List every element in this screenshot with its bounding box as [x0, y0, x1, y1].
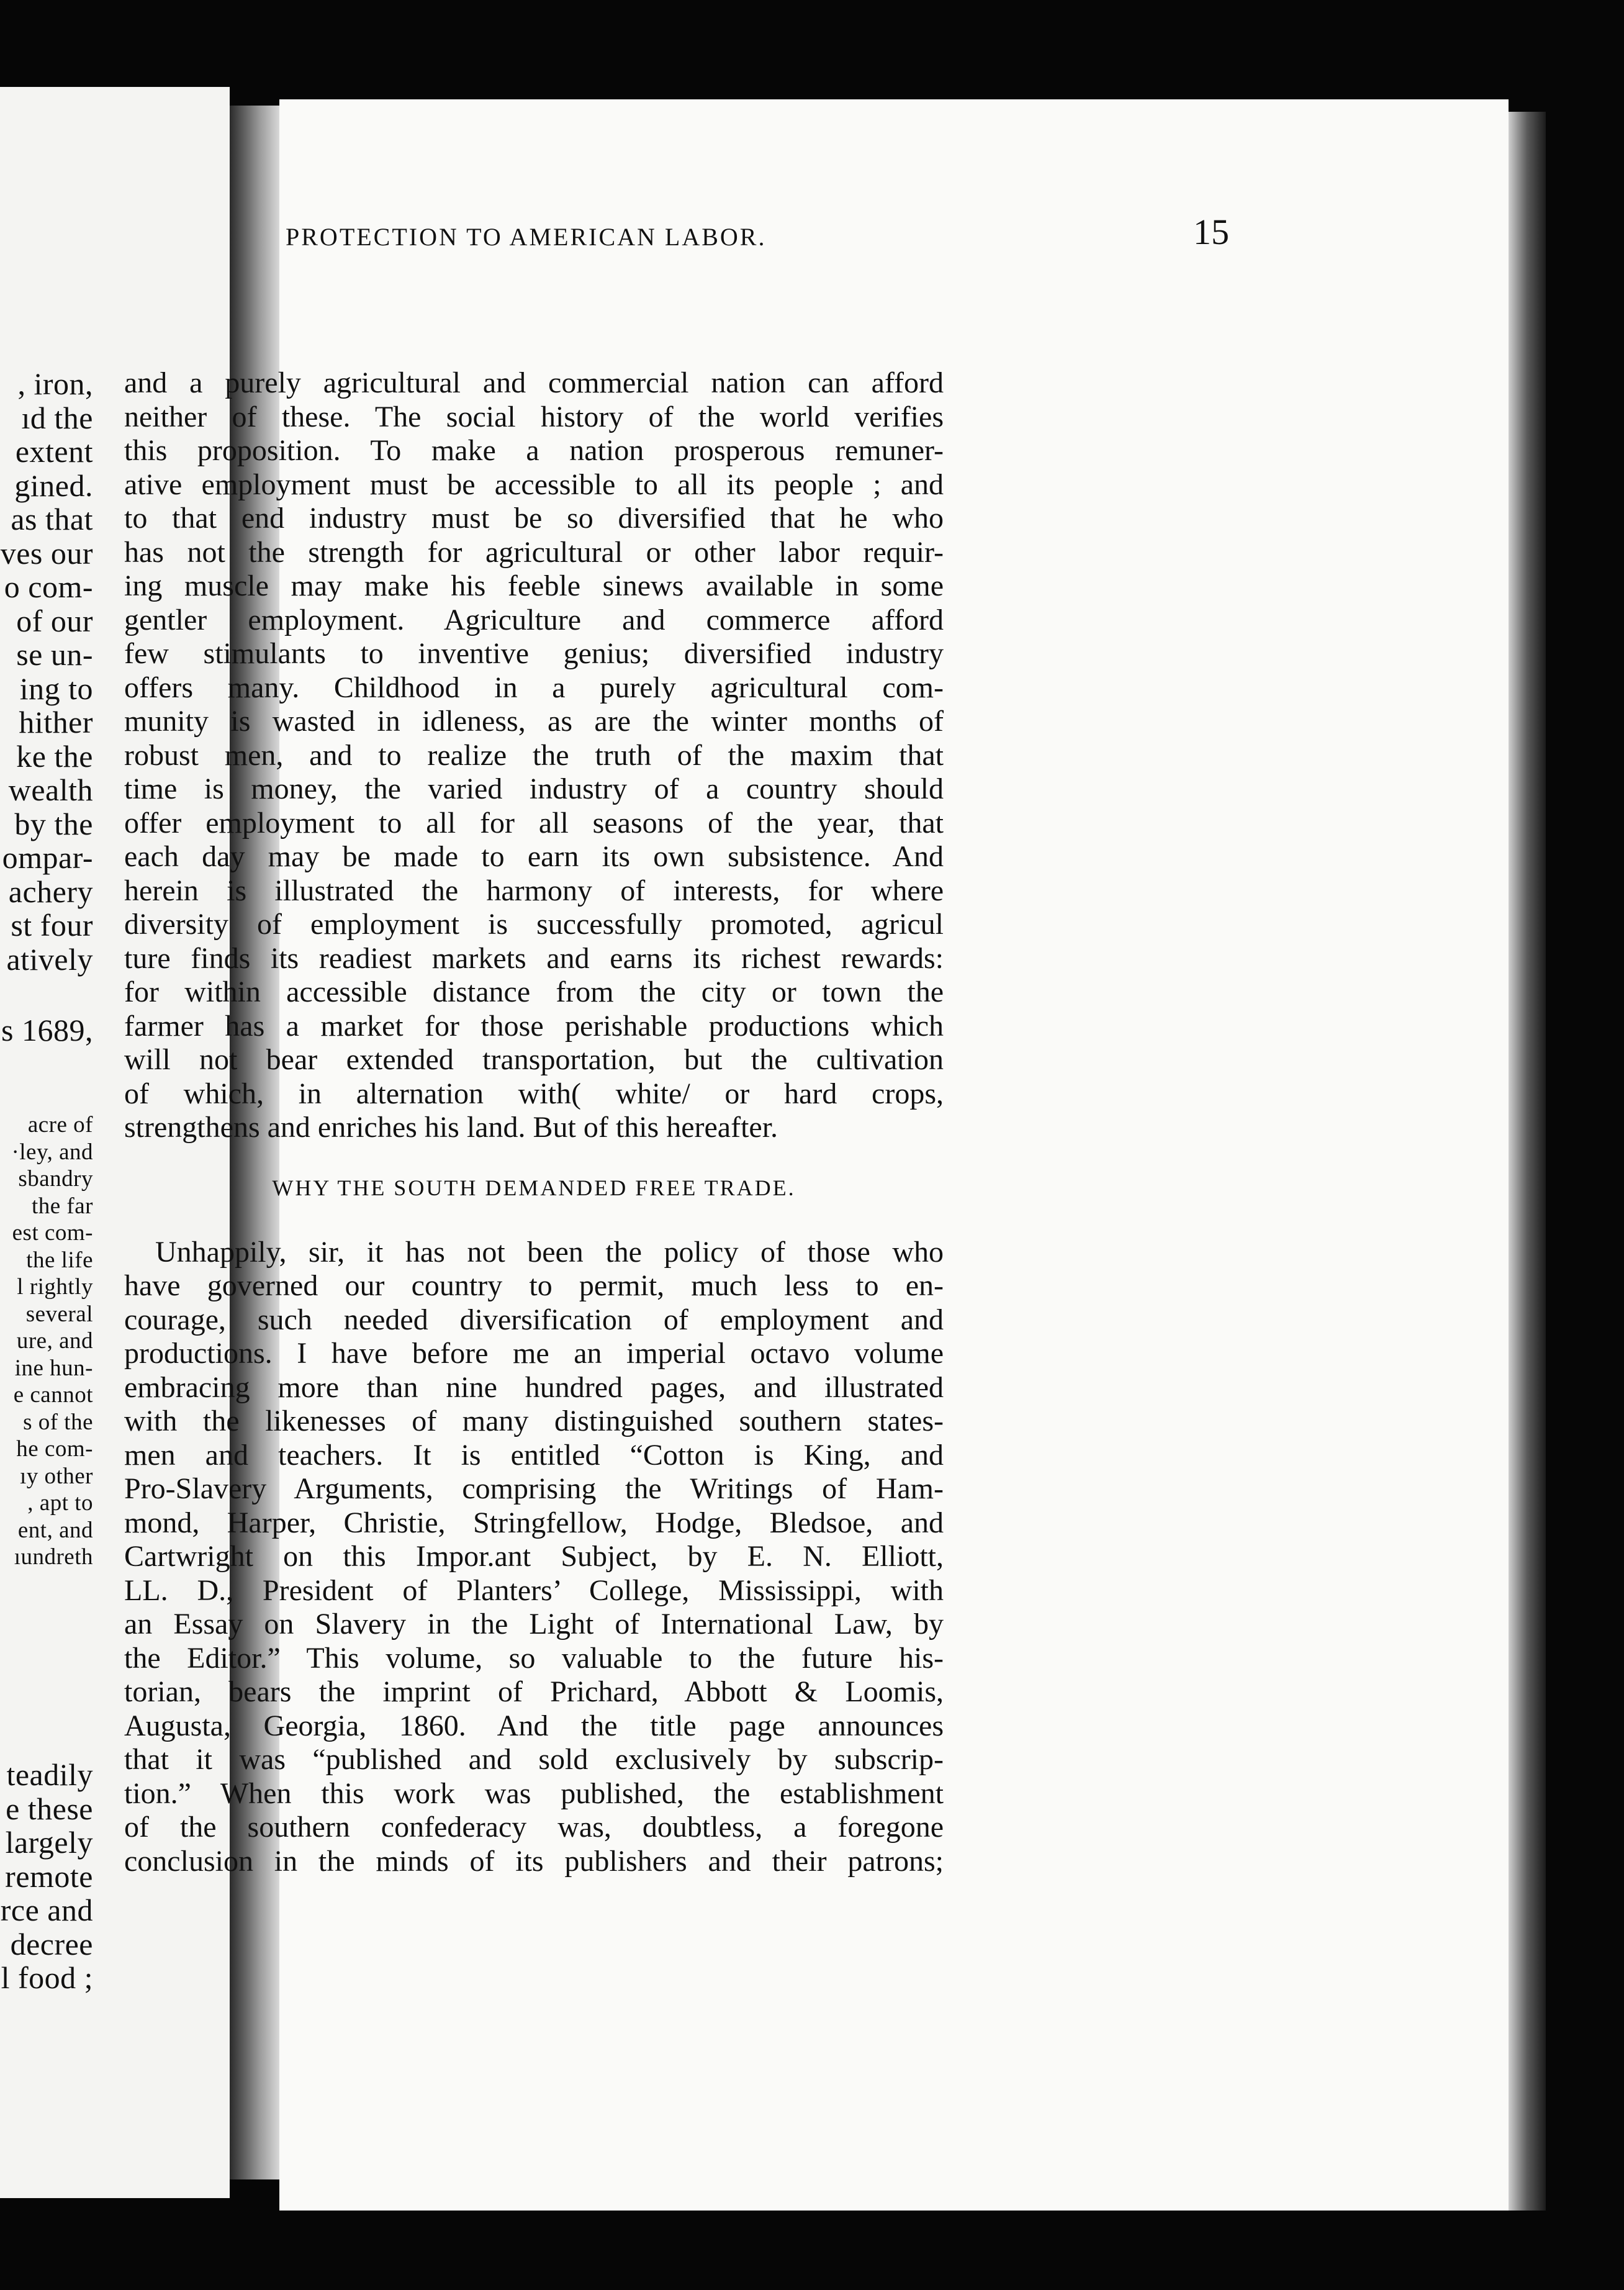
text-line: each day may be made to earn its own subsistence. And — [124, 840, 944, 873]
left-page-note-line: he com- — [16, 1436, 93, 1462]
text-line: have governed our country to permit, much less to en- — [124, 1269, 944, 1302]
text-line: will not bear extended transportation, but the cultivation — [124, 1043, 944, 1076]
text-line: to that end industry must be so diversified that he who — [124, 502, 944, 535]
page-header — [286, 211, 1229, 261]
running-title: PROTECTION TO AMERICAN LABOR. — [286, 223, 767, 251]
left-page-note-line: , apt to — [27, 1490, 93, 1516]
text-line: munity is wasted in idleness, as are the winter months of — [124, 705, 944, 738]
left-page-line: gined. — [14, 468, 93, 503]
page-number: 15 — [1193, 212, 1229, 252]
left-page-line: of our — [16, 603, 93, 638]
text-line: this proposition. To make a nation prosperous remuner- — [124, 434, 944, 467]
text-line: ative employment must be accessible to all its people ; and — [124, 468, 944, 501]
left-page-note-line: ıy other — [19, 1463, 93, 1489]
left-page-note-line: the far — [31, 1193, 93, 1219]
left-page-note-line: s of the — [23, 1409, 93, 1435]
left-page-line: hither — [19, 705, 93, 740]
left-page-line: extent — [15, 434, 93, 469]
left-page-line: ves our — [0, 535, 93, 571]
text-line: farmer has a market for those perishable productions which — [124, 1009, 944, 1043]
text-line: men and teachers. It is entitled “Cotton is King, and — [124, 1438, 944, 1472]
text-line: ture finds its readiest markets and earns its richest rewards: — [124, 941, 944, 975]
text-line: Cartwright on this Impor.ant Subject, by E. N. Elliott, — [124, 1540, 944, 1573]
left-page-note-line: sbandry — [18, 1166, 93, 1192]
text-line: courage, such needed diversification of employment and — [124, 1303, 944, 1336]
text-line: conclusion in the minds of its publishers and their patrons; — [124, 1844, 944, 1878]
section-heading: WHY THE SOUTH DEMANDED FREE TRADE. — [272, 1175, 796, 1200]
left-page-note-line: ent, and — [17, 1517, 93, 1543]
text-line: gentler employment. Agriculture and commerce afford — [124, 603, 944, 636]
left-page-line: s 1689, — [1, 1013, 93, 1048]
left-page-line: ıd the — [21, 400, 93, 435]
text-line: herein is illustrated the harmony of interests, for where — [124, 874, 944, 907]
left-page-note-line: acre of — [27, 1112, 93, 1138]
text-line: mond, Harper, Christie, Stringfellow, Hodge, Bledsoe, and — [124, 1506, 944, 1539]
text-line: of which, in alternation with( white/ or hard crops, — [124, 1077, 944, 1110]
left-page-note-line: the life — [26, 1247, 93, 1273]
left-page-note-line: ure, and — [16, 1328, 93, 1354]
text-line: and a purely agricultural and commercial nation can afford — [124, 366, 944, 399]
text-line: the Editor.” This volume, so valuable to the future his- — [124, 1641, 944, 1675]
left-page-line: ompar- — [2, 840, 93, 875]
text-line: strengthens and enriches his land. But of this hereafter. — [124, 1111, 778, 1144]
left-page-line: o com- — [4, 569, 93, 604]
text-line: of the southern confederacy was, doubtless, a foregone — [124, 1811, 944, 1844]
left-page-line: wealth — [8, 772, 93, 807]
text-line: Augusta, Georgia, 1860. And the title page announces — [124, 1709, 944, 1742]
page-edge — [1509, 112, 1546, 2211]
left-page-note-line: e cannot — [13, 1382, 93, 1408]
text-line: offers many. Childhood in a purely agricultural com- — [124, 671, 944, 704]
left-page-line: remote — [5, 1858, 93, 1894]
text-line: robust men, and to realize the truth of the maxim that — [124, 738, 944, 772]
left-page-line: achery — [8, 874, 93, 909]
text-line: neither of these. The social history of the world verifies — [124, 400, 944, 433]
left-page-note-line: ·ley, and — [11, 1139, 93, 1165]
left-page-line: by the — [14, 806, 93, 841]
left-page-line: teadily — [6, 1757, 93, 1792]
text-line: embracing more than nine hundred pages, and illustrated — [124, 1370, 944, 1404]
left-page-note-line: several — [25, 1301, 93, 1327]
left-page-line: ke the — [16, 738, 93, 774]
text-line: few stimulants to inventive genius; diversified industry — [124, 637, 944, 670]
left-page-note-line: ine hun- — [14, 1355, 93, 1381]
text-line: an Essay on Slavery in the Light of International Law, by — [124, 1608, 944, 1641]
text-line: diversity of employment is successfully promoted, agricul — [124, 908, 944, 941]
left-page-line: as that — [11, 502, 93, 536]
left-page-line: largely — [5, 1825, 93, 1860]
text-line: productions. I have before me an imperial octavo volume — [124, 1337, 944, 1370]
left-page-line: atively — [6, 941, 93, 977]
left-page-line: decree — [10, 1926, 93, 1962]
text-line: with the likenesses of many distinguished southern states- — [124, 1405, 944, 1437]
left-page-line: , iron, — [17, 366, 93, 401]
text-line: has not the strength for agricultural or other labor requir- — [124, 535, 944, 569]
text-line: tion.” When this work was published, the establishment — [124, 1776, 944, 1810]
left-page-line: ing to — [19, 671, 93, 706]
left-page-note-line: l rightly — [17, 1274, 93, 1300]
text-line: Pro-Slavery Arguments, comprising the Writings of Ham- — [124, 1472, 944, 1505]
text-line: torian, bears the imprint of Prichard, Abbott & Loomis, — [124, 1675, 944, 1708]
left-page-line: st four — [11, 908, 93, 943]
left-page-note-line: est com- — [12, 1220, 93, 1246]
text-line: ing muscle may make his feeble sinews available in some — [124, 569, 944, 602]
text-line: Unhappily, sir, it has not been the policy of those who — [155, 1235, 944, 1269]
left-page-line: e these — [6, 1791, 93, 1826]
left-page-line: se un- — [16, 637, 93, 672]
text-line: time is money, the varied industry of a country should — [124, 772, 944, 805]
text-line: offer employment to all for all seasons of the year, that — [124, 806, 944, 840]
text-line: for within accessible distance from the city or town the — [124, 975, 944, 1008]
left-page-note-line: ıundreth — [14, 1544, 93, 1570]
text-line: LL. D., President of Planters’ College, Mississippi, with — [124, 1573, 944, 1607]
left-page-line: rce and — [0, 1893, 93, 1927]
text-line: that it was “published and sold exclusively by subscrip- — [124, 1743, 944, 1776]
left-page-line: l food ; — [1, 1960, 93, 1995]
